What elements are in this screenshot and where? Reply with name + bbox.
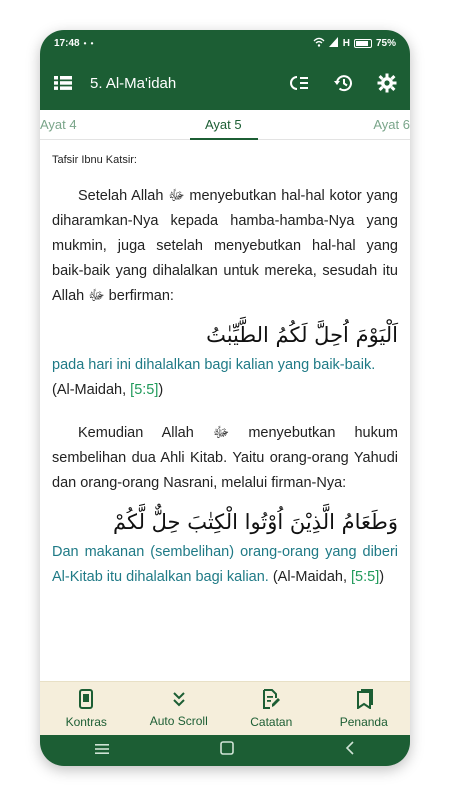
note-edit-icon — [262, 689, 280, 712]
history-icon[interactable] — [332, 72, 354, 94]
source-1-close: ) — [158, 382, 164, 398]
nav-penanda[interactable] — [324, 689, 404, 729]
status-bar — [40, 30, 410, 56]
bookmark-icon — [355, 689, 373, 712]
translation-2-text: Dan makanan (sembelihan) orang-orang yang diberi Al-Kitab itu dihalalkan bagi kalian. — [52, 544, 398, 585]
surah-title: 5. Al-Ma'idah — [90, 74, 177, 92]
network-type: H — [342, 37, 350, 49]
source-2-close: ) — [379, 569, 385, 585]
verse-ref-link-2[interactable]: [5:5] — [351, 569, 380, 585]
translation-1 — [52, 353, 398, 403]
home-icon[interactable] — [220, 741, 234, 760]
nav-auto-scroll-label: Auto Scroll — [149, 713, 208, 728]
settings-icon[interactable] — [376, 72, 398, 94]
system-nav-bar — [40, 735, 410, 766]
back-icon[interactable] — [345, 741, 355, 760]
tafsir-body — [40, 140, 410, 590]
battery-percent: 75% — [375, 37, 396, 49]
tab-ayat-5[interactable]: Ayat 5 — [205, 117, 242, 132]
source-1-open: (Al-Maidah, — [52, 382, 131, 398]
battery-icon — [354, 39, 372, 48]
paragraph-1-text: Setelah Allah ﷻ menyebutkan hal-hal kotor yang diharamkan-Nya kepada hamba-hamba-Nya yang mukmin, juga setelah menyebutkan hal-hal yang baik-baik yang dihalalkan untuk mereka, sesudah itu Allah ﷻ berfirman: — [52, 188, 398, 304]
paragraph-2 — [52, 421, 398, 496]
app-bar-actions — [288, 72, 398, 94]
ayat-tabs — [40, 110, 410, 140]
arabic-verse-2: وَطَعَامُ الَّذِيْنَ اُوْتُوا الْكِتٰبَ حِلٌّ لَّكُمْ — [113, 510, 398, 534]
verse-ref-link-1[interactable]: [5:5] — [130, 382, 159, 398]
sort-icon[interactable] — [288, 72, 310, 94]
phone-frame — [40, 30, 410, 766]
nav-catatan-label: Catatan — [250, 714, 293, 729]
tab-ayat-4[interactable]: Ayat 4 — [40, 117, 77, 132]
translation-2 — [52, 540, 398, 590]
tafsir-label: Tafsir Ibnu Katsir: — [52, 154, 137, 166]
paragraph-2-text: Kemudian Allah ﷻ menyebutkan hukum sembelihan dua Ahli Kitab. Yaitu orang-orang Yahudi dan orang-orang Nasrani, melalui firman-Nya: — [52, 425, 398, 491]
contrast-phone-icon — [78, 689, 94, 712]
wifi-icon — [313, 37, 325, 50]
signal-icon — [329, 37, 339, 50]
bottom-nav — [40, 681, 410, 735]
double-chevron-down-icon — [171, 690, 187, 711]
status-right — [313, 37, 396, 50]
nav-catatan[interactable] — [231, 689, 311, 729]
content-panel — [40, 110, 410, 714]
menu-icon[interactable] — [95, 742, 109, 760]
tab-ayat-6[interactable]: Ayat 6 — [373, 117, 410, 132]
active-tab-indicator — [190, 138, 258, 140]
status-indicators: • • — [83, 38, 95, 48]
status-time: 17:48 — [54, 37, 80, 49]
app-bar — [40, 56, 410, 110]
nav-kontras[interactable] — [46, 689, 126, 729]
nav-penanda-label: Penanda — [339, 714, 388, 729]
nav-kontras-label: Kontras — [65, 714, 107, 729]
source-2-open: (Al-Maidah, — [268, 569, 352, 585]
menu-list-icon[interactable] — [52, 72, 74, 94]
arabic-verse-1: اَلْيَوْمَ اُحِلَّ لَكُمُ الطَّيِّبٰتُ — [206, 323, 398, 347]
nav-auto-scroll[interactable] — [139, 690, 219, 728]
translation-1-text: pada hari ini dihalalkan bagi kalian yang baik-baik. — [52, 357, 376, 373]
paragraph-1 — [52, 184, 398, 309]
